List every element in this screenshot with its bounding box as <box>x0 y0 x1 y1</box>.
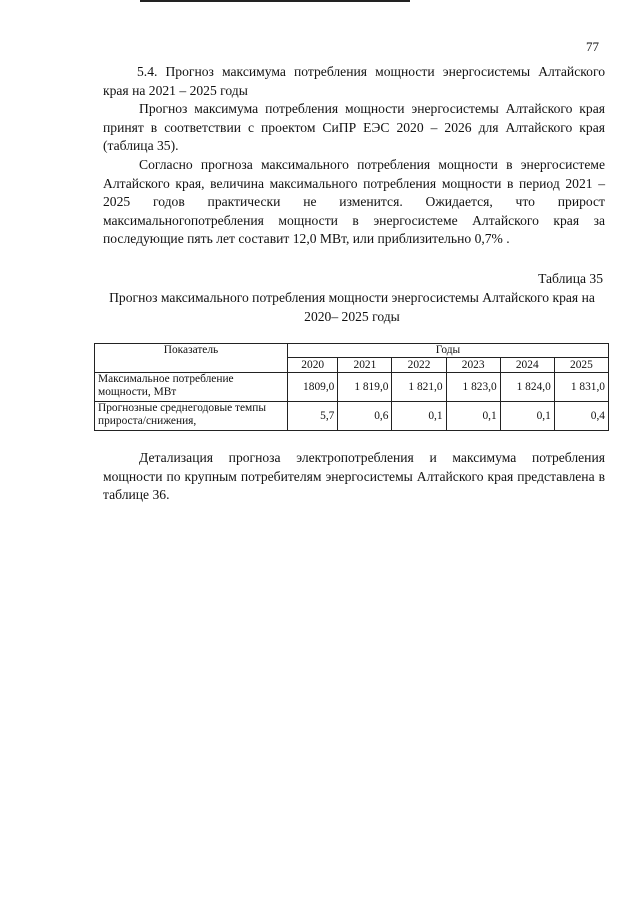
table-label: Таблица 35 <box>538 271 603 286</box>
year-header: 2022 <box>392 358 446 373</box>
indicator-column-header: Показатель <box>95 344 288 373</box>
paragraph-1: Прогноз максимума потребления мощности энергосистемы Алтайского края принят в соответствии с проектом СиПР ЕЭС 2020 – 2026 для Алтайского края (таблица 35). <box>103 101 605 154</box>
table-cell: 0,1 <box>500 402 554 431</box>
table-cell: 1 821,0 <box>392 373 446 402</box>
table-cell: 0,6 <box>338 402 392 431</box>
table-row <box>95 373 609 402</box>
page-number: 77 <box>586 39 599 54</box>
closing-paragraph: Детализация прогноза электропотребления и максимума потребления мощности по крупным потребителям энергосистемы Алтайского края представлена в таблице 36. <box>103 450 605 503</box>
row-indicator: Прогнозные среднегодовые темпы прироста/снижения, <box>95 402 288 431</box>
year-header: 2021 <box>338 358 392 373</box>
section-text <box>103 63 605 249</box>
table-cell: 5,7 <box>288 402 338 431</box>
table-cell: 1809,0 <box>288 373 338 402</box>
table-header-row <box>95 344 609 358</box>
table-cell: 0,1 <box>392 402 446 431</box>
forecast-table <box>94 343 609 431</box>
table-cell: 0,1 <box>446 402 500 431</box>
year-header: 2023 <box>446 358 500 373</box>
row-indicator: Максимальное потребление мощности, МВт <box>95 373 288 402</box>
year-header: 2025 <box>554 358 608 373</box>
section-heading: 5.4. Прогноз максимума потребления мощности энергосистемы Алтайского края на 2021 – 2025 годы <box>103 64 605 98</box>
table-cell: 0,4 <box>554 402 608 431</box>
paragraph-2: Согласно прогноза максимального потребления мощности в энергосистеме Алтайского края, величина максимального потребления мощности в период 2021 – 2025 годов практически не изменится. Ожидается, что прирост максимальногопотребления мощности в энергосистеме Алтайского края за последующие пять лет составит 12,0 МВт, или приблизительно 0,7% . <box>103 156 605 247</box>
table-cell: 1 831,0 <box>554 373 608 402</box>
table-cell: 1 824,0 <box>500 373 554 402</box>
table-title: Прогноз максимального потребления мощности энергосистемы Алтайского края на 2020– 2025 годы <box>109 290 595 324</box>
top-rule <box>140 0 410 2</box>
table-cell: 1 823,0 <box>446 373 500 402</box>
table-cell: 1 819,0 <box>338 373 392 402</box>
year-header: 2024 <box>500 358 554 373</box>
table-row <box>95 402 609 431</box>
year-header: 2020 <box>288 358 338 373</box>
years-group-header: Годы <box>288 344 609 358</box>
closing-text <box>103 449 605 505</box>
